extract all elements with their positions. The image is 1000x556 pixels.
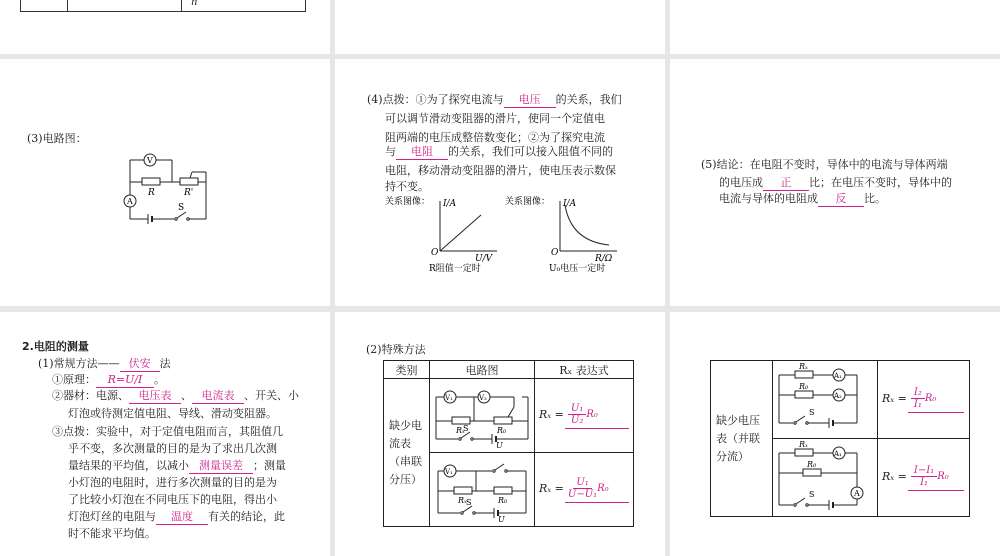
measure-line-10: 灯泡灯丝的电阻与 温度 有关的结论，此 bbox=[68, 510, 285, 523]
pexpr1-den: I₁ bbox=[913, 398, 922, 410]
blank-error: 测量误差 bbox=[189, 459, 253, 474]
parallel-circuit-2 bbox=[773, 439, 877, 513]
a2-label-1: A₂ bbox=[834, 392, 842, 400]
pexpr2-num: I−I₁ bbox=[911, 465, 937, 477]
blank-voltmeter: 电压表 bbox=[129, 389, 181, 404]
parallel-circuit-1 bbox=[773, 361, 877, 435]
rx-label-2: Rₓ bbox=[458, 496, 467, 505]
measure-line-3: ②器材：电源、 电压表 、 电流表 、开关、小 bbox=[52, 389, 299, 402]
s-label-p2: S bbox=[809, 490, 815, 499]
special-table bbox=[383, 360, 634, 527]
tip-line-1: (4)点拨：①为了探究电流与 电压 的关系，我们 bbox=[367, 93, 622, 106]
a1-label-2: A₁ bbox=[834, 450, 842, 458]
blank-principle: R=U/I bbox=[96, 373, 154, 388]
expr1-num: U₁ bbox=[568, 403, 586, 415]
blank-ammeter: 电流表 bbox=[192, 389, 244, 404]
measure-line-11: 时不能求平均值。 bbox=[68, 527, 156, 540]
header-expression: Rₓ 表达式 bbox=[535, 361, 634, 379]
v1-label-2: V₁ bbox=[445, 468, 453, 476]
concl-line-2: 的电压成 正 比；在电压不变时，导体中的 bbox=[719, 176, 952, 189]
graph1-origin: O bbox=[431, 248, 439, 258]
a-label-2: A bbox=[854, 489, 860, 498]
rx-label-p1: Rₓ bbox=[799, 362, 808, 371]
expr2-num: U₁ bbox=[573, 477, 591, 489]
expr1-lhs: Rₓ = bbox=[539, 407, 564, 421]
blank-temperature: 温度 bbox=[156, 510, 208, 525]
graph1-x-label: U/V bbox=[475, 254, 493, 264]
top-middle-panel bbox=[335, 0, 665, 54]
graph2-origin: O bbox=[551, 248, 559, 258]
measure-panel bbox=[0, 312, 330, 556]
category-cell: 缺少电流表（串联分压） bbox=[384, 379, 430, 527]
top-right-panel bbox=[670, 0, 1000, 54]
r0-label-p2: R₀ bbox=[807, 460, 817, 469]
measure-line-8: 小灯泡的电阻时，进行多次测量的目的是为 bbox=[68, 476, 277, 489]
s-label-p1: S bbox=[809, 408, 815, 417]
expr1-den: U₂ bbox=[570, 414, 584, 426]
ammeter-label: A bbox=[127, 197, 133, 206]
circuit-cell-2 bbox=[430, 453, 535, 527]
series-circuit-2 bbox=[430, 453, 534, 523]
pexpr1-lhs: Rₓ = bbox=[882, 391, 907, 405]
graph1-line bbox=[440, 215, 481, 251]
measure-line-2: ①原理： R=U/I 。 bbox=[52, 373, 165, 386]
expr2-tail: R₀ bbox=[597, 482, 609, 494]
tip-line-6: 持不变。 bbox=[385, 180, 429, 193]
parallel-expr-cell-2 bbox=[878, 439, 970, 517]
concl-line-1: (5)结论：在电阻不变时，导体中的电流与导体两端 bbox=[701, 158, 948, 171]
parallel-circuit-cell-1 bbox=[773, 361, 878, 439]
v1-label-1: V₁ bbox=[445, 394, 453, 402]
top-left-table bbox=[20, 0, 306, 12]
tip-line-3: 阻两端的电压成整倍数变化；②为了探究电流 bbox=[385, 131, 605, 144]
resistor-label: R bbox=[148, 188, 155, 198]
tip-panel bbox=[335, 59, 665, 306]
pexpr2-lhs: Rₓ = bbox=[882, 469, 907, 483]
concl-line-3: 电流与导体的电阻成 反 比。 bbox=[719, 192, 886, 205]
graph1-caption: R阻值一定时 bbox=[429, 264, 481, 273]
measure-line-6: 乎不变，多次测量的目的是为了求出几次测 bbox=[68, 442, 277, 455]
rx-label-1: Rₓ bbox=[456, 426, 465, 435]
voltmeter-label: V bbox=[147, 156, 153, 165]
pexpr1-num: I₂ bbox=[911, 387, 925, 399]
measure-line-9: 了比较小灯泡在不同电压下的电阻，得出小 bbox=[68, 493, 277, 506]
graph1-y-label: I/A bbox=[443, 199, 457, 209]
graph-i-vs-r bbox=[505, 193, 630, 273]
expr2-den: U−U₁ bbox=[567, 488, 598, 500]
tip-blank-resistance: 电阻 bbox=[396, 145, 448, 160]
a1-label-1: A₁ bbox=[834, 372, 842, 380]
special-title: (2)特殊方法 bbox=[366, 343, 426, 356]
tip-line-5: 电阻，移动滑动变阻器的滑片，使电压表示数保 bbox=[385, 164, 616, 177]
measure-line-5: ③点拨：实验中，对于定值电阻而言，其阻值几 bbox=[52, 425, 283, 438]
u-label-1: U bbox=[496, 441, 503, 449]
measure-line-7: 量结果的平均值，以减小 测量误差 ；测量 bbox=[68, 459, 286, 472]
graph2-x-label: R/Ω bbox=[595, 254, 613, 264]
tip-line-4: 与 电阻 的关系，我们可以接入阻值不同的 bbox=[385, 145, 613, 158]
r0-label-1: R₀ bbox=[497, 426, 507, 435]
r0-label-p1: R₀ bbox=[799, 382, 809, 391]
u-label-2: U bbox=[498, 515, 505, 523]
graph2-caption: U₀电压一定时 bbox=[549, 264, 606, 273]
rheostat bbox=[180, 178, 198, 185]
header-circuit: 电路图 bbox=[430, 361, 535, 379]
concl-blank-direct: 正 bbox=[763, 176, 809, 191]
expr2-lhs: Rₓ = bbox=[539, 481, 564, 495]
special-panel bbox=[335, 312, 665, 556]
s-label-1: S bbox=[463, 424, 469, 433]
parallel-circuit-cell-2 bbox=[773, 439, 878, 517]
r0-label-2: R₀ bbox=[498, 496, 508, 505]
parallel-expr-cell-1 bbox=[878, 361, 970, 439]
pexpr2-tail: R₀ bbox=[937, 470, 949, 482]
blank-voltammetry: 伏安 bbox=[120, 357, 160, 372]
circuit-diagram bbox=[118, 152, 218, 232]
rheostat-label: R' bbox=[184, 188, 194, 198]
concl-blank-inverse: 反 bbox=[818, 192, 864, 207]
table-cell-n: n bbox=[191, 0, 198, 8]
parallel-table bbox=[710, 360, 970, 517]
graph-i-vs-u bbox=[385, 193, 500, 273]
v2-label-1: V₂ bbox=[479, 394, 487, 402]
header-category: 类别 bbox=[384, 361, 430, 379]
tip-blank-voltage: 电压 bbox=[504, 93, 556, 108]
tip-line-2: 可以调节滑动变阻器的滑片，使同一个定值电 bbox=[385, 112, 605, 125]
expr-cell-1 bbox=[535, 379, 634, 453]
graph2-y-label: I/A bbox=[563, 199, 577, 209]
top-left-panel bbox=[0, 0, 330, 54]
graph2-curve bbox=[565, 205, 609, 245]
parallel-panel bbox=[670, 312, 1000, 556]
measure-line-1: (1)常规方法—— 伏安 法 bbox=[38, 357, 171, 370]
graph2-title: 关系图像： bbox=[505, 197, 551, 207]
expr1-tail: R₀ bbox=[586, 408, 598, 420]
expr-cell-2 bbox=[535, 453, 634, 527]
circuit-panel bbox=[0, 59, 330, 306]
conclusion-panel bbox=[670, 59, 1000, 306]
measure-title: 2.电阻的测量 bbox=[22, 340, 89, 353]
graph1-title: 关系图像： bbox=[385, 197, 431, 207]
rx-label-p2: Rₓ bbox=[799, 440, 808, 449]
series-circuit-1 bbox=[430, 379, 534, 449]
parallel-category-cell: 缺少电压表（并联分流） bbox=[711, 361, 773, 517]
circuit-cell-1 bbox=[430, 379, 535, 453]
pexpr2-den: I₁ bbox=[920, 476, 929, 488]
switch-label: S bbox=[178, 203, 185, 213]
pexpr1-tail: R₀ bbox=[924, 392, 937, 404]
resistor-r bbox=[142, 178, 160, 185]
measure-line-4: 灯泡或待测定值电阻、导线、滑动变阻器。 bbox=[68, 407, 277, 420]
circuit-label: (3)电路图： bbox=[27, 132, 87, 145]
s-label-2: S bbox=[466, 498, 472, 507]
